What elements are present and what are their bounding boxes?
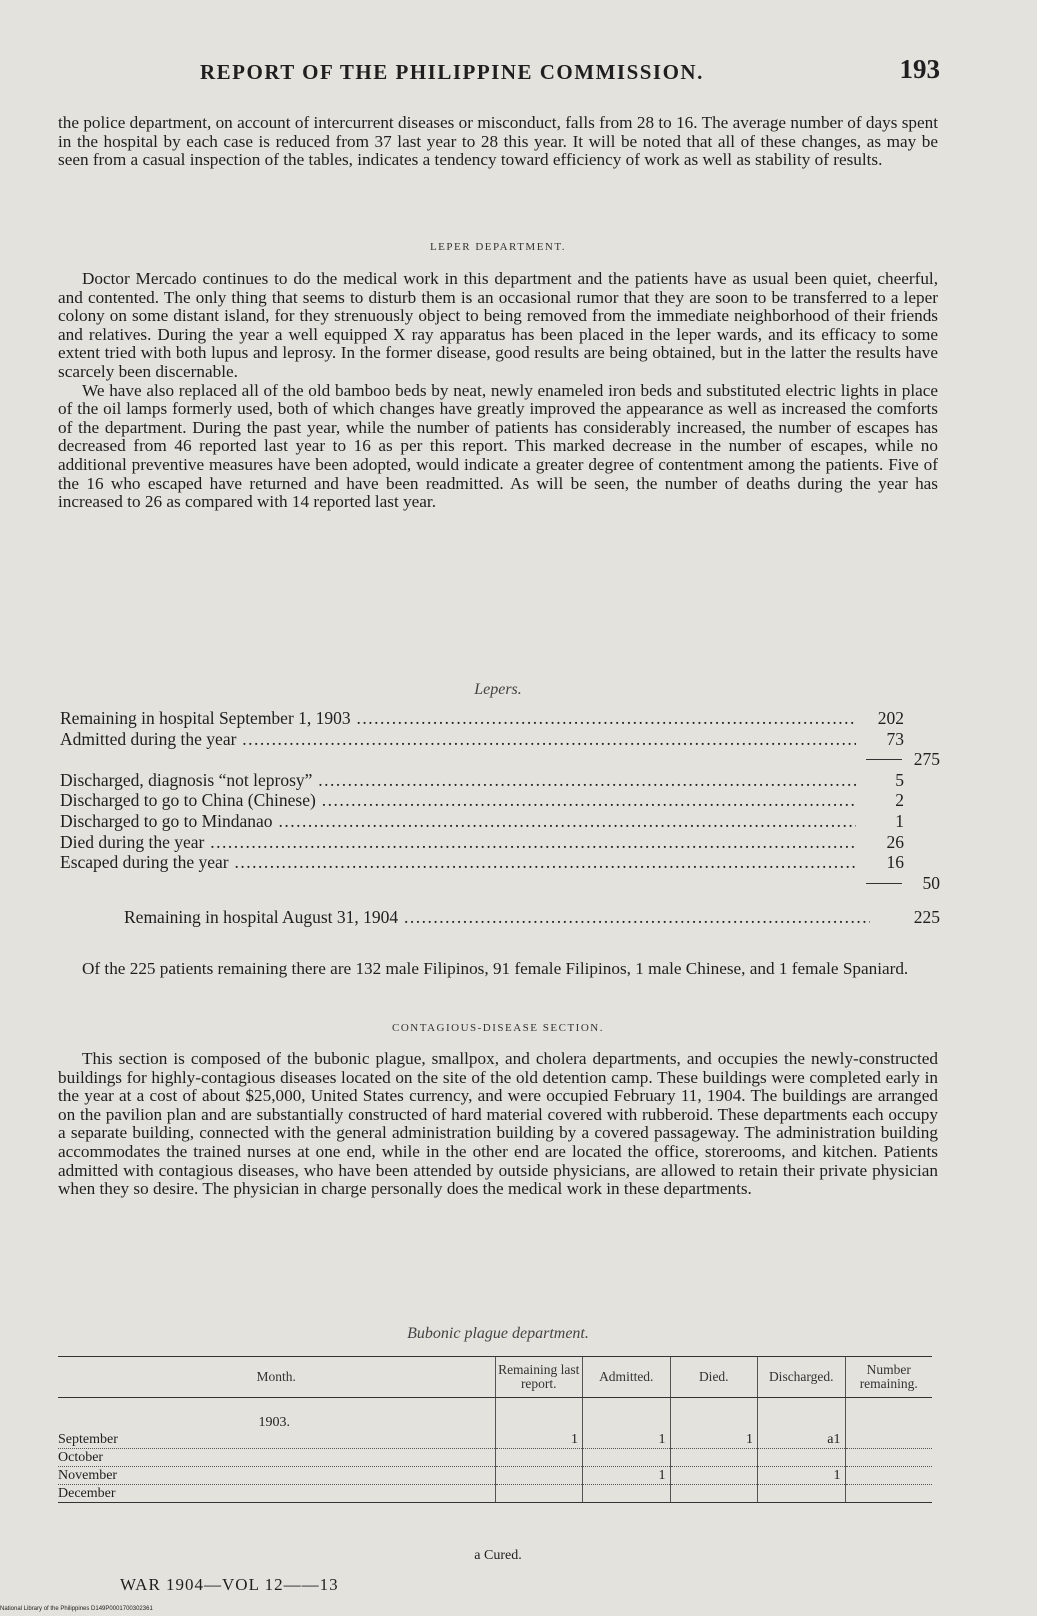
discharged-cell bbox=[758, 1449, 846, 1467]
remaining-last-cell: 1 bbox=[495, 1431, 583, 1449]
col-number-remaining: Number remaining. bbox=[845, 1357, 932, 1398]
subtotal-in: 275 bbox=[913, 749, 940, 770]
plague-table-caption: Bubonic plague department. bbox=[407, 1325, 589, 1342]
number-remaining-cell bbox=[845, 1485, 932, 1503]
number-remaining-cell bbox=[845, 1467, 932, 1485]
table-row bbox=[58, 1431, 932, 1449]
number-remaining-cell bbox=[845, 1449, 932, 1467]
ledger-label: Discharged to go to China (Chinese) ..... bbox=[60, 790, 870, 811]
ledger-row bbox=[60, 852, 940, 873]
subtotal-out: 50 bbox=[922, 872, 940, 893]
table-row bbox=[58, 1485, 932, 1503]
ledger-subtotal-row bbox=[60, 873, 940, 894]
remaining-last-cell bbox=[495, 1467, 583, 1485]
ledger-row bbox=[60, 790, 940, 811]
leper-paragraph-2: We have also replaced all of the old bamboo beds by neat, newly enameled iron beds and substituted electric lights in place of the oil lamps formerly used, both of which changes have greatly improved the appearance as well as increased the comforts of the department. During the past year, while the number of patients has considerably increased, the number of escapes has decreased from 46 reported last year to 16 as per this report. This marked decrease in the number of escapes, while no additional preventive measures have been adopted, would indicate a greater degree of contentment among the patients. Five of the 16 who escaped have returned and have been readmitted. As will be seen, the number of deaths during the year has increased to 26 as compared with 14 reported last year. bbox=[58, 380, 938, 512]
ledger-value: 2 bbox=[856, 790, 904, 811]
plague-table bbox=[58, 1356, 932, 1503]
leper-body bbox=[58, 270, 938, 512]
lepers-table-caption: Lepers. bbox=[474, 681, 522, 698]
admitted-cell: 1 bbox=[583, 1467, 671, 1485]
contagious-paragraph: This section is composed of the bubonic plague, smallpox, and cholera departments, and occupies the newly-constructed buildings for highly-contagious diseases located on the site of the old detention camp. These buildings were completed early in the year at a cost of about $25,000, United States currency, and were occupied February 11, 1904. The buildings are arranged on the pavilion plan and are substantially constructed of hard material covered with rubberoid. These departments each occupy a separate building, connected with the general administration building by a covered passageway. The administration building accommodates the trained nurses at one end, while in the other end are located the office, storerooms, and kitchen. Patients admitted with contagious diseases, who have been attended by outside physicians, are allowed to retain their private physician when they so desire. The physician in charge personally does the medical work in these departments. bbox=[58, 1049, 938, 1199]
ledger-row bbox=[60, 729, 940, 750]
contagious-section-heading: CONTAGIOUS-DISEASE SECTION. bbox=[392, 1022, 604, 1034]
remaining-last-cell bbox=[495, 1449, 583, 1467]
table-row bbox=[58, 1467, 932, 1485]
contagious-body bbox=[58, 1050, 938, 1199]
died-cell bbox=[670, 1449, 758, 1467]
ledger-label: Discharged, diagnosis “not leprosy” ..... bbox=[60, 770, 870, 791]
sum-rule bbox=[866, 759, 902, 760]
died-cell: 1 bbox=[670, 1431, 758, 1449]
month-cell: September bbox=[58, 1431, 495, 1449]
ledger-label: Escaped during the year ..... bbox=[60, 852, 870, 873]
ledger-row bbox=[60, 770, 940, 791]
leper-section-heading: LEPER DEPARTMENT. bbox=[429, 241, 567, 253]
month-cell: December bbox=[58, 1485, 495, 1503]
ledger-value: 202 bbox=[856, 708, 904, 729]
lepers-summary: Of the 225 patients remaining there are 132 male Filipinos, 91 female Filipinos, 1 male Chinese, and 1 female Spaniard. bbox=[82, 959, 909, 978]
ledger-value: 16 bbox=[856, 852, 904, 873]
col-discharged: Discharged. bbox=[758, 1357, 846, 1398]
ledger-label: Remaining in hospital August 31, 1904 ..... bbox=[124, 907, 870, 928]
ledger-value: 73 bbox=[856, 729, 904, 750]
table-row bbox=[58, 1449, 932, 1467]
ledger-value: 1 bbox=[856, 811, 904, 832]
table-header-row bbox=[58, 1357, 932, 1398]
ledger-value: 5 bbox=[856, 770, 904, 791]
number-remaining-cell bbox=[845, 1431, 932, 1449]
ledger-value: 26 bbox=[856, 832, 904, 853]
remaining-total: 225 bbox=[913, 907, 940, 928]
sum-rule bbox=[866, 883, 902, 884]
discharged-cell: a1 bbox=[758, 1431, 846, 1449]
ledger-label: Remaining in hospital September 1, 1903 ..... bbox=[60, 708, 870, 729]
page-header bbox=[60, 54, 940, 92]
month-cell: November bbox=[58, 1467, 495, 1485]
admitted-cell: 1 bbox=[583, 1431, 671, 1449]
page-number: 193 bbox=[899, 54, 940, 84]
died-cell bbox=[670, 1467, 758, 1485]
col-month: Month. bbox=[58, 1357, 495, 1398]
signature-line: WAR 1904—VOL 12——13 bbox=[120, 1575, 339, 1594]
discharged-cell bbox=[758, 1485, 846, 1503]
admitted-cell bbox=[583, 1485, 671, 1503]
ledger-label: Died during the year ..... bbox=[60, 832, 870, 853]
died-cell bbox=[670, 1485, 758, 1503]
lepers-ledger bbox=[60, 708, 940, 928]
ledger-row bbox=[60, 832, 940, 853]
col-died: Died. bbox=[670, 1357, 758, 1398]
admitted-cell bbox=[583, 1449, 671, 1467]
col-admitted: Admitted. bbox=[583, 1357, 671, 1398]
discharged-cell: 1 bbox=[758, 1467, 846, 1485]
ledger-label: Discharged to go to Mindanao ..... bbox=[60, 811, 870, 832]
col-remaining-last: Remaining last report. bbox=[495, 1357, 583, 1398]
ledger-row bbox=[60, 708, 940, 729]
intro-paragraph: the police department, on account of intercurrent diseases or misconduct, falls from 28 to 16. The average number of days spent in the hospital by each case is reduced from 37 last year to 28 this year. It will be noted that all of these changes, as may be seen from a casual inspection of the tables, indicates a tendency toward efficiency of work as well as stability of results. bbox=[58, 113, 938, 170]
ledger-label: Admitted during the year ..... bbox=[60, 729, 870, 750]
month-cell: October bbox=[58, 1449, 495, 1467]
remaining-last-cell bbox=[495, 1485, 583, 1503]
leper-paragraph-1: Doctor Mercado continues to do the medical work in this department and the patients have as usual been quiet, cheerful, and contented. The only thing that seems to disturb them is an occasional rumor that they are soon to be transferred to a leper colony on some distant island, for they strenuously object to being removed from the immediate neighborhood of their friends and relatives. During the year a well equipped X ray apparatus has been placed in the leper wards, and its efficacy to some extent tried with both lupus and leprosy. In the former disease, good results are being obtained, but in the latter the results have scarcely been discernable. bbox=[58, 269, 938, 381]
year-row bbox=[58, 1398, 932, 1432]
ledger-row bbox=[60, 811, 940, 832]
microfilm-label: National Library of the Philippines D149P0001700302361 bbox=[0, 1606, 153, 1612]
ledger-remaining-row bbox=[124, 907, 940, 928]
running-title: REPORT OF THE PHILIPPINE COMMISSION. bbox=[200, 60, 704, 84]
table-footnote: a Cured. bbox=[474, 1548, 522, 1563]
ledger-subtotal-row bbox=[60, 749, 940, 770]
year-label: 1903. bbox=[258, 1415, 290, 1430]
